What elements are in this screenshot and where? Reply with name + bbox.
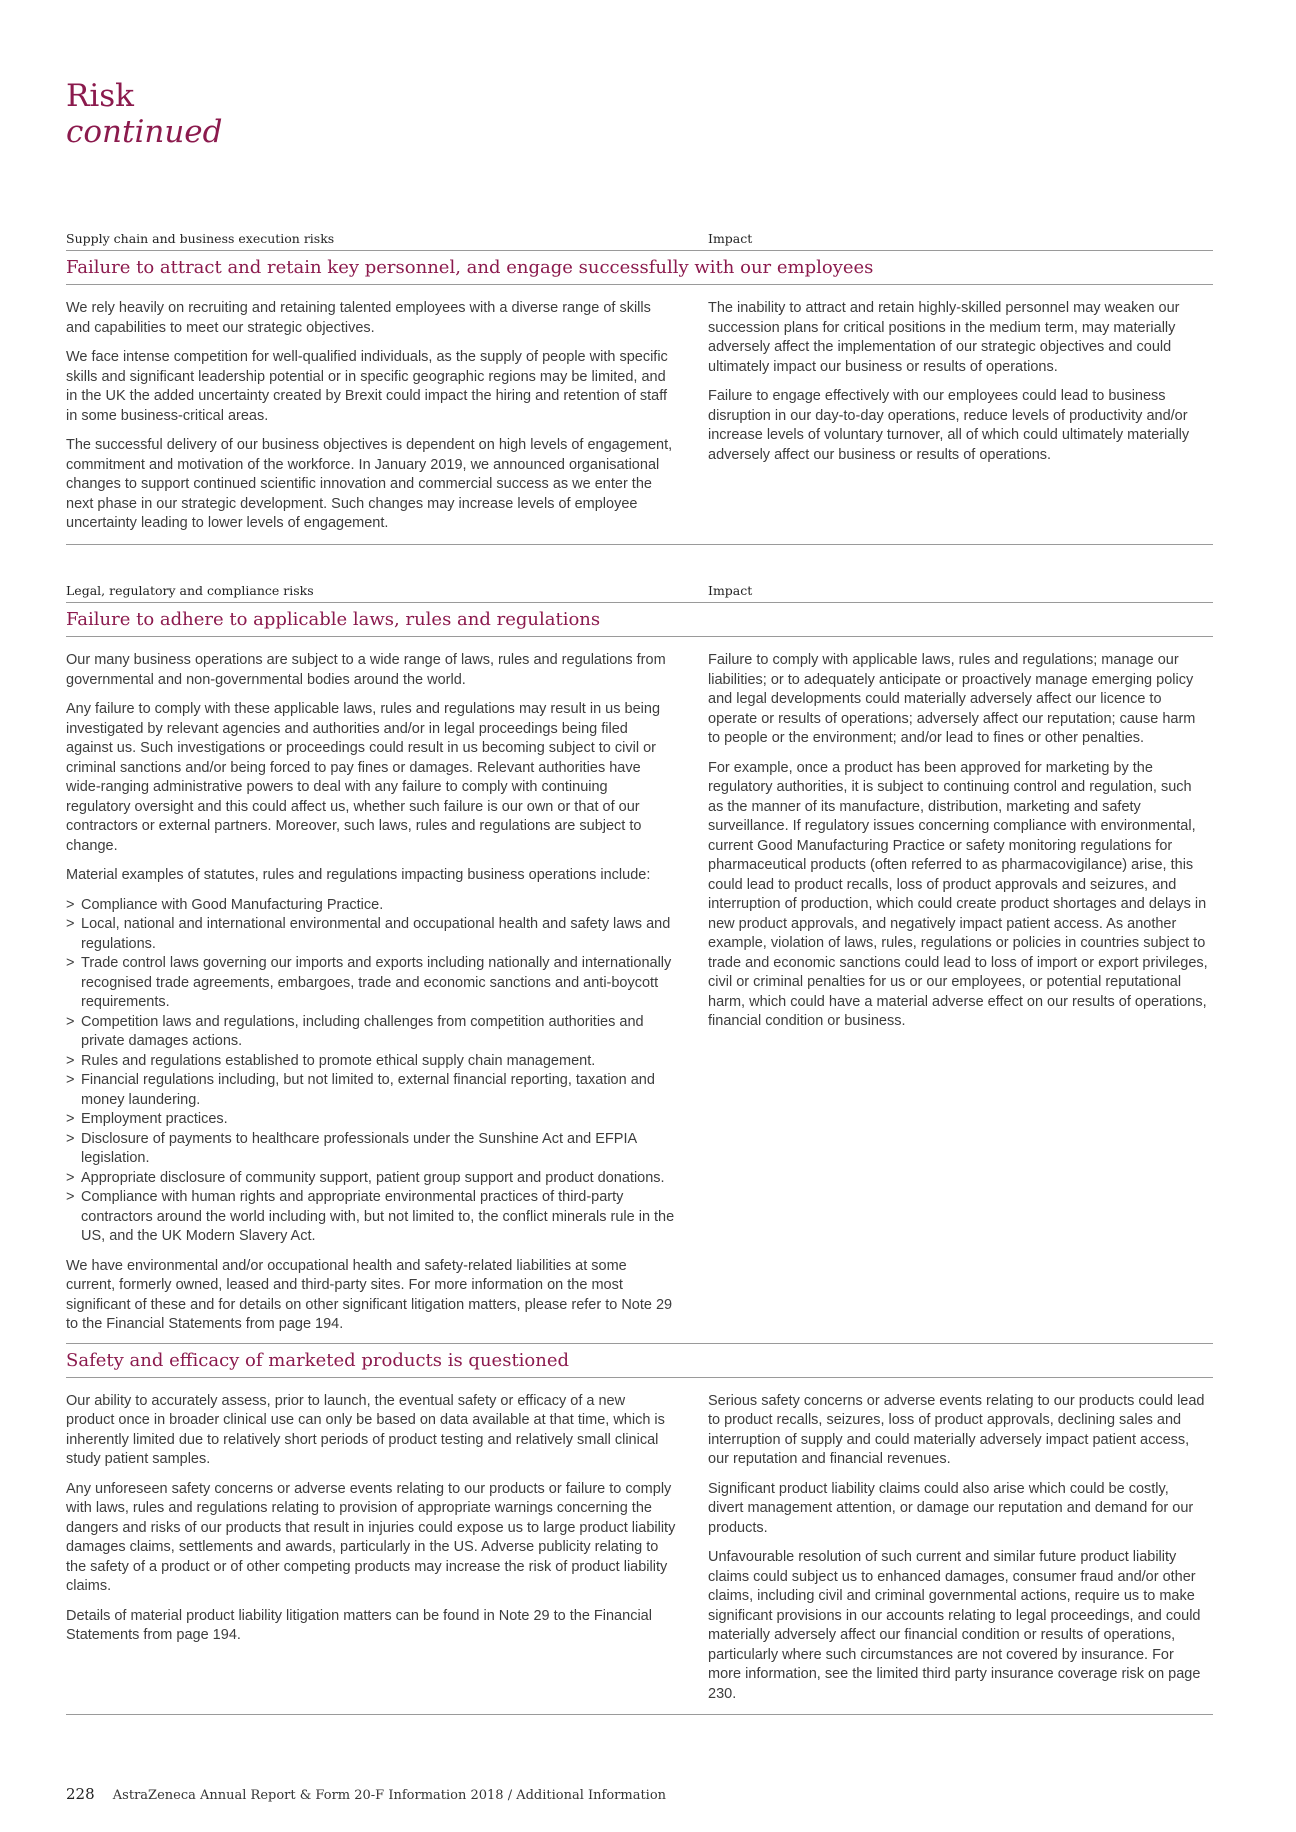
divider — [66, 1714, 1213, 1715]
list-item: > Compliance with human rights and appropriate environmental practices of third-party contractors around the world including with, but not limited to, the conflict minerals rule in the US, and the UK Modern Slavery Act. — [66, 1188, 676, 1247]
legal-section — [66, 580, 1213, 1715]
paragraph: Material examples of statutes, rules and regulations impacting business operations include: — [66, 867, 651, 883]
risk-title-personnel: Failure to attract and retain key personnel, and engage successfully with our employees — [66, 251, 1213, 285]
paragraph: The inability to attract and retain highly-skilled personnel may weaken our succession plans for critical positions in the medium term, may materially adversely affect the implementation of our strategic objectives and could ultimately impact our business or results of operations. — [708, 300, 1180, 375]
paragraph: Our many business operations are subject to a wide range of laws, rules and regulations from governmental and non-governmental bodies around the world. — [66, 652, 666, 688]
paragraph: We face intense competition for well-qualified individuals, as the supply of people with specific skills and significant leadership potential or in specific geographic regions may be limited, and in the UK the added uncertainty created by Brexit could impact the hiring and retention of staff in some business-critical areas. — [66, 349, 668, 424]
page-subtitle: continued — [66, 114, 223, 150]
paragraph: For example, once a product has been approved for marketing by the regulatory authorities, it is subject to continuing control and regulation, such as the manner of its manufacture, distribution, marketing and safety surveillance. If regulatory issues concerning compliance with environmental, current Good Manufacturing Practice or safety monitoring regulations for pharmaceutical products (often referred to as pharmacovigilance) arise, this could lead to product recalls, loss of product approvals and seizures, and interruption of production, which could create product shortages and delays in new product approvals, and negatively impact patient access. As another example, violation of laws, rules, regulations or policies in countries subject to trade and economic sanctions could lead to loss of import or export privileges, civil or criminal penalties for us or our employees, or potential reputational harm, which could have a material adverse effect on our results of operations, financial condition or business. — [708, 759, 1208, 1029]
section-header — [66, 228, 1213, 251]
paragraph: Serious safety concerns or adverse events relating to our products could lead to product recalls, seizures, loss of product approvals, declining sales and interruption of supply and could materially adversely impact patient access, our reputation and financial revenues. — [708, 1392, 1205, 1467]
risk-body-safety — [66, 1378, 1213, 1705]
footer-text: AstraZeneca Annual Report & Form 20-F Information 2018 / Additional Information — [112, 1788, 667, 1803]
regulations-list — [66, 896, 676, 1247]
risk-title-safety: Safety and efficacy of marketed products is questioned — [66, 1344, 1213, 1378]
impact-description — [708, 651, 1208, 1042]
risk-body-personnel — [66, 285, 1213, 534]
list-item: > Competition laws and regulations, including challenges from competition authorities and private damages actions. — [66, 1013, 676, 1052]
impact-label: Impact — [708, 231, 753, 246]
risk-description — [66, 1392, 676, 1656]
paragraph: Any unforeseen safety concerns or adverse events relating to our products or failure to comply with laws, rules and regulations relating to provision of appropriate warnings concerning the dangers and risks of our products that result in injuries could expose us to large product liability damages claims, settlements and awards, particularly in the US. Adverse publicity relating to the safety of a product or of other competing products may increase the risk of product liability claims. — [66, 1480, 676, 1594]
paragraph: Failure to engage effectively with our employees could lead to business disruption in our day-to-day operations, reduce levels of productivity and/or increase levels of voluntary turnover, all of which could ultimately materially adversely affect our business or results of operations. — [708, 388, 1190, 463]
list-item: > Disclosure of payments to healthcare professionals under the Sunshine Act and EFPIA legislation. — [66, 1130, 676, 1169]
paragraph: The successful delivery of our business objectives is dependent on high levels of engagement, commitment and motivation of the workforce. In January 2019, we announced organisational changes to support continued scientific innovation and commercial success as we enter the next phase in our strategic development. Such changes may increase levels of employee uncertainty leading to lower levels of engagement. — [66, 437, 673, 531]
list-item: > Employment practices. — [66, 1110, 676, 1130]
list-item: > Trade control laws governing our imports and exports including nationally and internationally recognised trade agreements, embargoes, trade and economic sanctions and anti-boycott requirements. — [66, 954, 676, 1013]
page-title: Risk — [66, 78, 134, 114]
paragraph: Details of material product liability litigation matters can be found in Note 29 to the Financial Statements from page 194. — [66, 1607, 652, 1643]
list-item: > Local, national and international environmental and occupational health and safety laws and regulations. — [66, 915, 676, 954]
paragraph: We have environmental and/or occupational health and safety-related liabilities at some current, formerly owned, leased and third-party sites. For more information on the most significant of these and for details on other significant litigation matters, please refer to Note 29 to the Financial Statements from page 194. — [66, 1257, 673, 1332]
page-footer — [66, 1785, 666, 1803]
impact-description — [708, 299, 1208, 475]
paragraph: Our ability to accurately assess, prior to launch, the eventual safety or efficacy of a new product once in broader clinical use can only be based on data available at that time, which is inherently limited due to relatively short periods of product testing and relatively small clinical study patient samples. — [66, 1392, 665, 1467]
category-label: Supply chain and business execution risks — [66, 231, 335, 246]
page-number: 228 — [66, 1785, 95, 1803]
impact-description — [708, 1392, 1208, 1705]
divider — [66, 544, 1213, 545]
risk-body-laws — [66, 637, 1213, 1335]
risk-description — [66, 651, 676, 1335]
impact-label: Impact — [708, 583, 753, 598]
paragraph: Any failure to comply with these applicable laws, rules and regulations may result in us being investigated by relevant agencies and authorities and/or in legal proceedings being filed against us. Such investigations or proceedings could result in us becoming subject to civil or criminal sanctions and/or being forced to pay fines or damages. Relevant authorities have wide-ranging administrative powers to deal with any failure to comply with continuing regulatory oversight and this could affect us, whether such failure is our own or that of our contractors or external partners. Moreover, such laws, rules and regulations are subject to change. — [66, 701, 661, 854]
category-label: Legal, regulatory and compliance risks — [66, 583, 314, 598]
list-item: > Financial regulations including, but not limited to, external financial reporting, taxation and money laundering. — [66, 1071, 676, 1110]
paragraph: We rely heavily on recruiting and retaining talented employees with a diverse range of skills and capabilities to meet our strategic objectives. — [66, 300, 651, 336]
list-item: > Rules and regulations established to promote ethical supply chain management. — [66, 1052, 676, 1072]
paragraph: Failure to comply with applicable laws, rules and regulations; manage our liabilities; or to adequately anticipate or proactively manage emerging policy and legal developments could materially adversely affect our licence to operate or results of operations; adversely affect our reputation; cause harm to people or the environment; and/or lead to fines or other penalties. — [708, 652, 1196, 746]
section-header — [66, 580, 1213, 603]
paragraph: Unfavourable resolution of such current and similar future product liability claims could subject us to enhanced damages, consumer fraud and/or other claims, including civil and criminal governmental actions, require us to make significant provisions in our accounts relating to legal proceedings, and could materially adversely affect our financial condition or results of operations, particularly where such circumstances are not covered by insurance. For more information, see the limited third party insurance coverage risk on page 230. — [708, 1549, 1201, 1702]
risk-title-laws: Failure to adhere to applicable laws, rules and regulations — [66, 603, 1213, 637]
supply-chain-section — [66, 228, 1213, 545]
list-item: > Compliance with Good Manufacturing Practice. — [66, 896, 676, 916]
risk-description — [66, 299, 676, 534]
paragraph: Significant product liability claims could also arise which could be costly, divert management attention, or damage our reputation and demand for our products. — [708, 1480, 1194, 1536]
list-item: > Appropriate disclosure of community support, patient group support and product donations. — [66, 1169, 676, 1189]
